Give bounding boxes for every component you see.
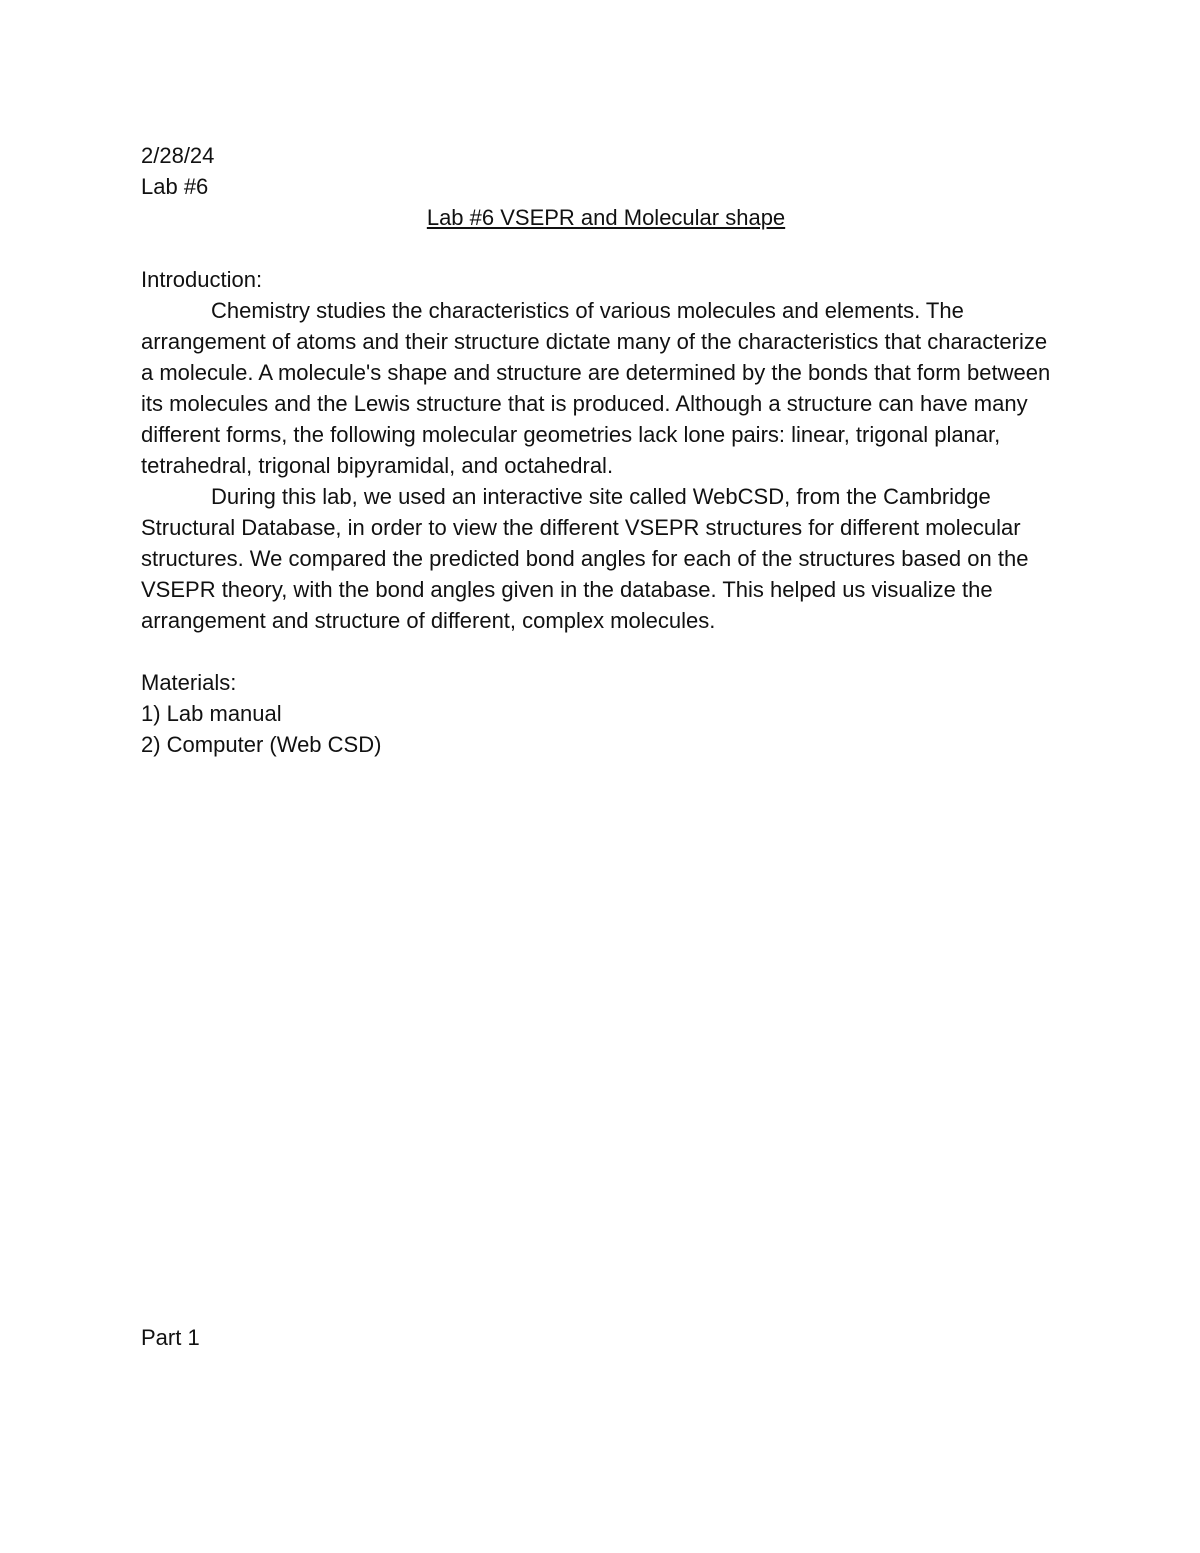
part-heading: Part 1 bbox=[141, 1325, 200, 1350]
introduction-paragraph-1: Chemistry studies the characteristics of various molecules and elements. The arrangement of atoms and their structure dictate many of the characteristics that characterize a molecule. A molecule's shape and structure are determined by the bonds that form between its molecules and the Lewis structure that is produced. Although a structure can have many different forms, the following molecular geometries lack lone pairs: linear, trigonal planar, tetrahedral, trigonal bipyramidal, and octahedral. bbox=[141, 298, 1051, 478]
materials-item-1: 1) Lab manual bbox=[141, 701, 282, 726]
materials-item-2: 2) Computer (Web CSD) bbox=[141, 732, 382, 757]
introduction-paragraph-2: During this lab, we used an interactive site called WebCSD, from the Cambridge Structural Database, in order to view the different VSEPR structures for different molecular structures. We compared the predicted bond angles for each of the structures based on the VSEPR theory, with the bond angles given in the database. This helped us visualize the arrangement and structure of different, complex molecules. bbox=[141, 484, 1029, 633]
blank-line bbox=[141, 233, 1061, 264]
date-line: 2/28/24 bbox=[141, 143, 215, 168]
introduction-heading: Introduction: bbox=[141, 267, 263, 292]
document-content bbox=[141, 140, 1061, 760]
lab-label: Lab #6 bbox=[141, 174, 209, 199]
materials-heading: Materials: bbox=[141, 670, 237, 695]
blank-line bbox=[141, 636, 1061, 667]
document-title: Lab #6 VSEPR and Molecular shape bbox=[426, 205, 786, 230]
